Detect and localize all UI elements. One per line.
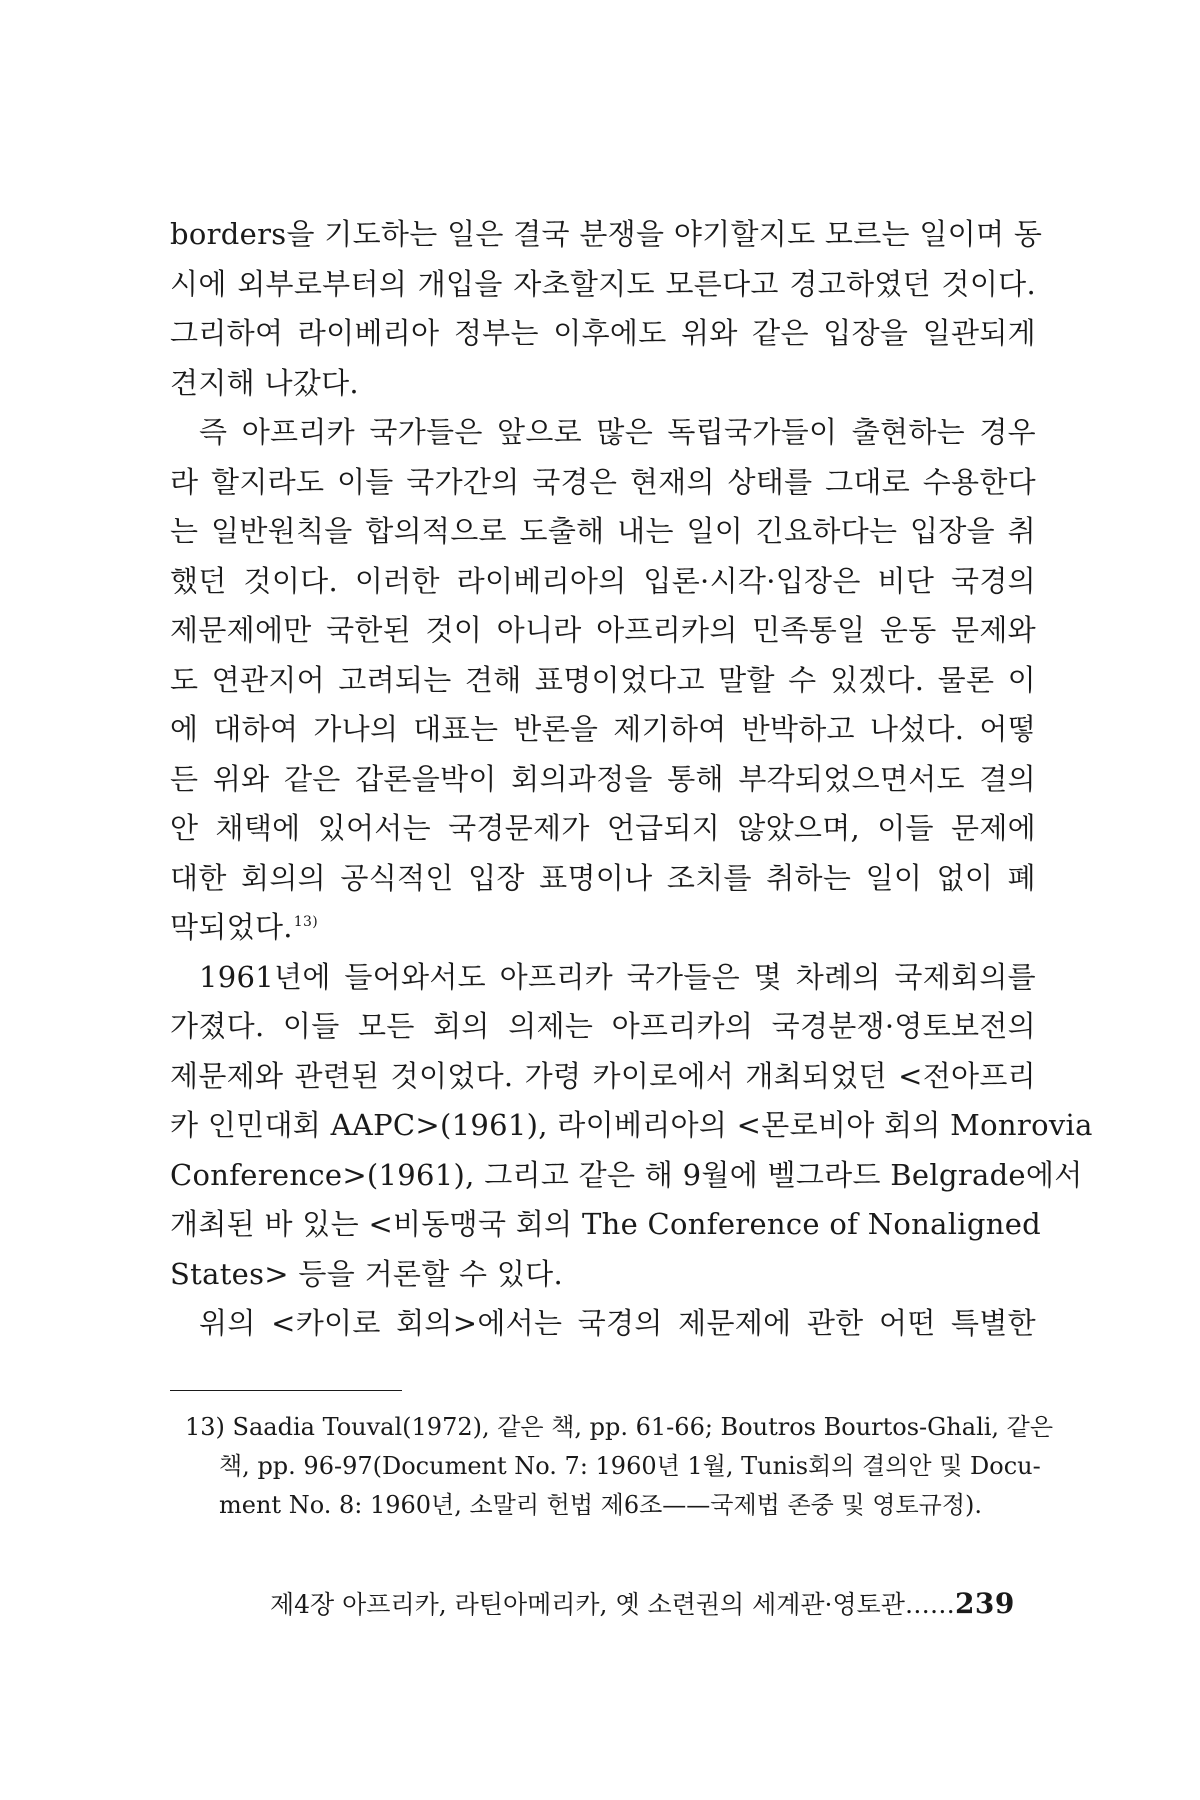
text-line: 막되었다.: [170, 910, 293, 944]
text-line-with-footnote: [170, 903, 1036, 953]
text-line: 든 위와 같은 갑론을박이 회의과정을 통해 부각되었으면서도 결의: [170, 761, 1036, 796]
body-text: [170, 210, 1093, 1349]
text-line: 안 채택에 있어서는 국경문제가 언급되지 않았으며, 이들 문제에: [170, 811, 1036, 845]
text-line: 개최된 바 있는 <비동맹국 회의 The Conference of Nonaligned: [170, 1207, 1042, 1241]
text-line: 에 대하여 가나의 대표는 반론을 제기하여 반박하고 나섰다. 어떻: [170, 712, 1036, 746]
text-line: 가졌다. 이들 모든 회의 의제는 아프리카의 국경분쟁·영토보전의: [170, 1009, 1036, 1043]
text-line: 대한 회의의 공식적인 입장 표명이나 조치를 취하는 일이 없이 폐: [170, 860, 1036, 895]
footnote-divider: [170, 1390, 402, 1391]
text-line: States> 등을 거론할 수 있다.: [170, 1256, 564, 1291]
text-line: 제문제에만 국한된 것이 아니라 아프리카의 민족통일 운동 문제와: [170, 613, 1036, 647]
text-line: 위의 <카이로 회의>에서는 국경의 제문제에 관한 어떤 특별한: [199, 1306, 1036, 1340]
chapter-title: 제4장 아프리카, 라틴아메리카, 옛 소련권의 세계관·영토관……: [270, 1590, 955, 1619]
footnote-line: 책, pp. 96-97(Document No. 7: 1960년 1월, Tunis회의 결의안 및 Docu-: [219, 1452, 1041, 1480]
text-line: 1961년에 들어와서도 아프리카 국가들은 몇 차례의 국제회의를: [199, 959, 1036, 994]
text-line: 그리하여 라이베리아 정부는 이후에도 위와 같은 입장을 일관되게: [170, 316, 1036, 350]
text-line: 도 연관지어 고려되는 견해 표명이었다고 말할 수 있겠다. 물론 이: [170, 662, 1036, 697]
text-line: Conference>(1961), 그리고 같은 해 9월에 벨그라드 Belgrade에서: [170, 1157, 1083, 1192]
text-line: 시에 외부로부터의 개입을 자초할지도 모른다고 경고하였던 것이다.: [170, 266, 1036, 301]
page-number: 239: [954, 1587, 1015, 1620]
footnote-line: ment No. 8: 1960년, 소말리 헌법 제6조——국제법 존중 및 영토규정).: [219, 1491, 983, 1519]
running-footer: [270, 1587, 1015, 1621]
paragraph-2: [170, 408, 1036, 953]
text-line: borders을 기도하는 일은 결국 분쟁을 야기할지도 모르는 일이며 동: [170, 217, 1043, 251]
text-line: 라 할지라도 이들 국가간의 국경은 현재의 상태를 그대로 수용한다: [170, 464, 1036, 499]
footnotes: [185, 1408, 1054, 1525]
paragraph-1: [170, 210, 1043, 408]
text-line: 제문제와 관련된 것이었다. 가령 카이로에서 개최되었던 <전아프리: [170, 1058, 1036, 1093]
footnote-line: 13) Saadia Touval(1972), 같은 책, pp. 61-66; Boutros Bourtos-Ghali, 같은: [185, 1413, 1054, 1441]
paragraph-4: [170, 1299, 1036, 1349]
text-line: 즉 아프리카 국가들은 앞으로 많은 독립국가들이 출현하는 경우: [199, 415, 1036, 449]
text-line: 견지해 나갔다.: [170, 365, 359, 400]
text-line: 는 일반원칙을 합의적으로 도출해 내는 일이 긴요하다는 입장을 취: [170, 514, 1036, 548]
text-line: 했던 것이다. 이러한 라이베리아의 입론·시각·입장은 비단 국경의: [170, 563, 1036, 598]
text-line: 카 인민대회 AAPC>(1961), 라이베리아의 <몬로비아 회의 Monrovia: [170, 1108, 1093, 1142]
paragraph-3: [170, 953, 1093, 1300]
footnote-reference[interactable]: 13): [293, 914, 318, 931]
